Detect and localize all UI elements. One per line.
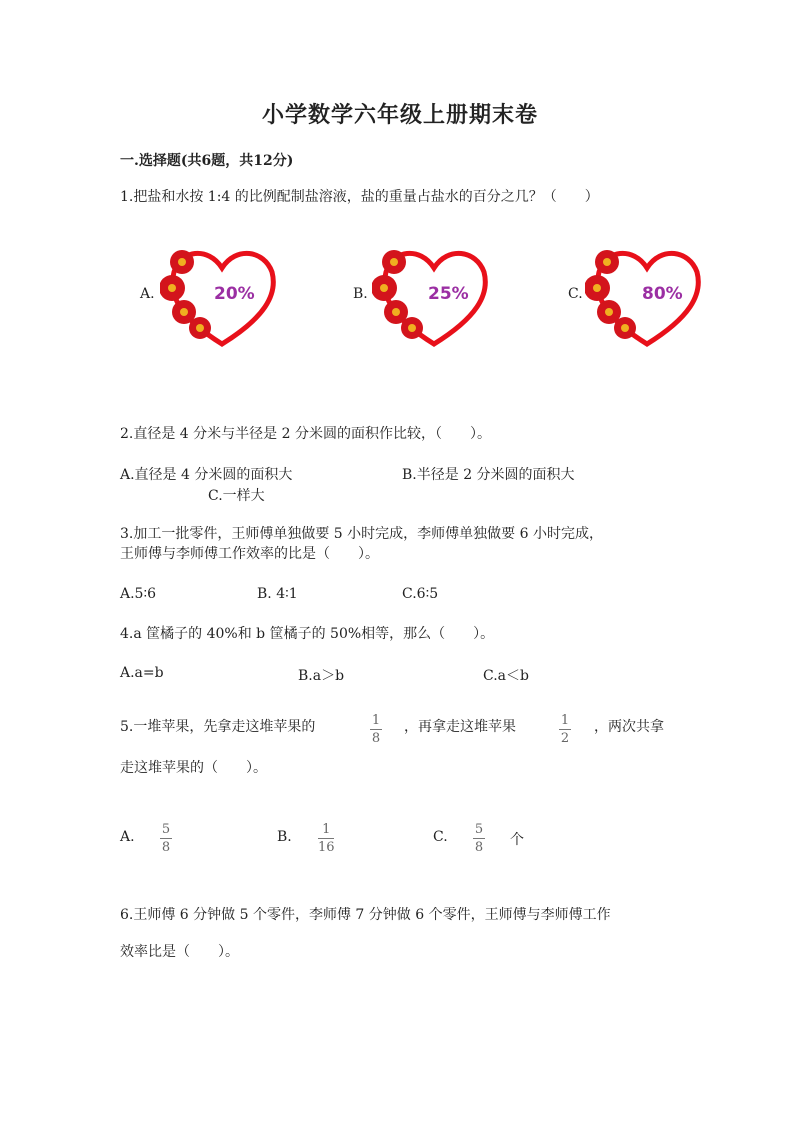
fraction-denominator: 16 xyxy=(318,840,335,855)
flower-cluster-icon xyxy=(160,250,211,339)
q4-option-c[interactable]: C.a＜b xyxy=(483,668,529,684)
question-6-line-1: 6.王师傅 6 分钟做 5 个零件，李师傅 7 分钟做 6 个零件，王师傅与李师傅工作 xyxy=(120,907,611,923)
q5-option-a-label[interactable]: A. xyxy=(120,829,135,845)
q5-option-c-suffix: 个 xyxy=(510,832,524,848)
q2-option-a[interactable]: A.直径是 4 分米圆的面积大 xyxy=(120,467,293,483)
q5-option-b-fraction[interactable] xyxy=(318,822,335,855)
q5-option-c-label[interactable]: C. xyxy=(433,829,448,845)
question-4-text: 4.a 筐橘子的 40%和 b 筐橘子的 50%相等，那么（ ）。 xyxy=(120,626,495,642)
q5-option-b-label[interactable]: B. xyxy=(277,829,292,845)
flower-cluster-icon xyxy=(372,250,423,339)
fraction-bar xyxy=(473,838,485,839)
q5-fraction-1 xyxy=(370,713,382,746)
fraction-bar xyxy=(370,729,382,730)
question-5-part-3: ，两次共拿 xyxy=(594,719,664,735)
question-6-line-2: 效率比是（ ）。 xyxy=(120,944,239,960)
fraction-denominator: 2 xyxy=(560,731,570,746)
q1-option-c-value: 80% xyxy=(642,284,683,304)
q1-option-a-label[interactable]: A. xyxy=(140,286,155,302)
fraction-numerator: 5 xyxy=(161,822,171,837)
fraction-bar xyxy=(160,838,172,839)
page-title: 小学数学六年级上册期末卷 xyxy=(261,102,538,128)
q5-fraction-2 xyxy=(559,713,571,746)
fraction-denominator: 8 xyxy=(161,840,171,855)
question-3-line-1: 3.加工一批零件，王师傅单独做要 5 小时完成，李师傅单独做要 6 小时完成， xyxy=(120,526,603,542)
q5-option-a-fraction[interactable] xyxy=(160,822,172,855)
fraction-numerator: 5 xyxy=(474,822,484,837)
fraction-bar xyxy=(318,838,334,839)
question-2-text: 2.直径是 4 分米与半径是 2 分米圆的面积作比较，（ ）。 xyxy=(120,426,491,442)
q2-option-b[interactable]: B.半径是 2 分米圆的面积大 xyxy=(402,467,575,483)
q3-option-b[interactable]: B. 4∶1 xyxy=(257,586,298,602)
q1-option-b-label[interactable]: B. xyxy=(353,286,368,302)
q3-option-c[interactable]: C.6∶5 xyxy=(402,586,439,602)
q1-option-a-value: 20% xyxy=(214,284,255,304)
q2-option-c[interactable]: C.一样大 xyxy=(208,488,265,504)
fraction-numerator: 1 xyxy=(371,713,381,728)
question-5-part-1: 5.一堆苹果，先拿走这堆苹果的 xyxy=(120,719,316,735)
q4-option-a[interactable]: A.a=b xyxy=(120,665,164,681)
question-1-text: 1.把盐和水按 1:4 的比例配制盐溶液，盐的重量占盐水的百分之几？（ ） xyxy=(120,189,599,205)
q1-option-b-value: 25% xyxy=(428,284,469,304)
section-heading: 一.选择题(共6题，共12分) xyxy=(120,153,294,169)
question-3-line-2: 王师傅与李师傅工作效率的比是（ ）。 xyxy=(120,546,379,562)
fraction-numerator: 1 xyxy=(322,822,331,837)
q3-option-a[interactable]: A.5∶6 xyxy=(120,586,157,602)
question-5-part-2: ，再拿走这堆苹果 xyxy=(404,719,516,735)
q5-option-c-fraction[interactable] xyxy=(473,822,485,855)
q4-option-b[interactable]: B.a＞b xyxy=(298,668,345,684)
fraction-denominator: 8 xyxy=(474,840,484,855)
question-5-line-2: 走这堆苹果的（ ）。 xyxy=(120,760,267,776)
fraction-denominator: 8 xyxy=(371,731,381,746)
fraction-numerator: 1 xyxy=(560,713,570,728)
flower-cluster-icon xyxy=(585,250,636,339)
fraction-bar xyxy=(559,729,571,730)
q1-option-c-label[interactable]: C. xyxy=(568,286,583,302)
